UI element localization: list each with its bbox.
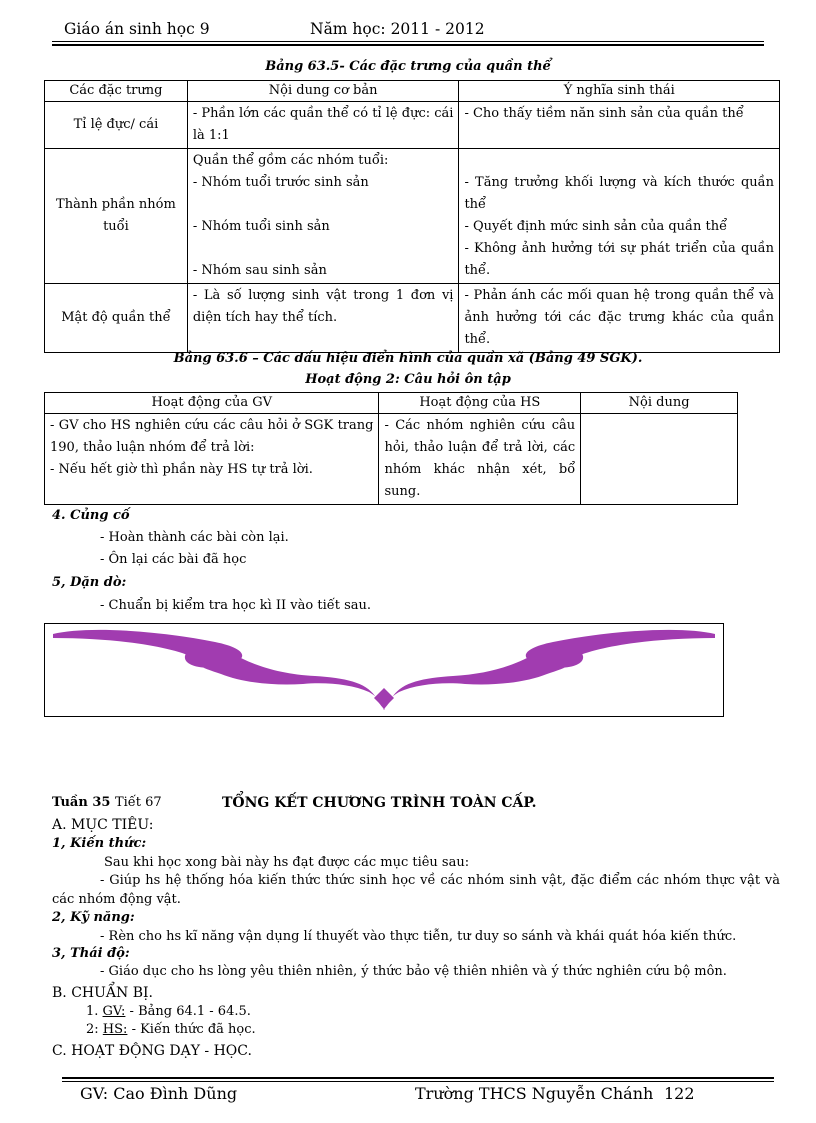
table-row [45,284,780,353]
consolidate-item: - Ôn lại các bài đã học [100,552,247,567]
prep-gv-label: GV: [102,1004,126,1019]
header-rule-thick [52,44,764,46]
teacher-activity-line: - GV cho HS nghiên cứu các câu hỏi ở SGK trang 190, thảo luận nhóm để trả lời: [50,418,374,455]
table-row [45,102,780,149]
attitude-item: - Giáo dục cho hs lòng yêu thiên nhiên, ý thức bảo vệ thiên nhiên và ý thức nghiên cứu bộ môn. [100,964,727,979]
decorative-swirl-icon [45,624,723,716]
knowledge-intro: Sau khi học xong bài này hs đạt được các mục tiêu sau: [104,855,470,870]
meaning-line: - Tăng trưởng khối lượng và kích thước quần thể [464,175,774,212]
ornament-frame [44,623,724,717]
prep-hs-number: 2: [86,1022,99,1037]
footer-rule-thin [62,1081,774,1082]
prep-gv-number: 1. [86,1004,99,1019]
prep-gv [86,1002,251,1022]
meaning-line: - Quyết định mức sinh sản của quần thể [464,219,728,234]
lesson-week-period [52,793,162,813]
footer-school: Trường THCS Nguyễn Chánh [415,1084,654,1103]
footer-teacher: GV: Cao Đình Dũng [80,1084,238,1103]
column-header: Hoạt động của HS [379,393,581,414]
review-activity-table [44,392,738,505]
lesson-period: Tiết 67 [114,795,162,810]
student-activity-cell: - Các nhóm nghiên cứu câu hỏi, thảo luận để trả lời, các nhóm khác nhận xét, bổ sung. [379,414,581,505]
footer-page-number: 122 [664,1084,695,1103]
content-line: - Nhóm tuổi trước sinh sản [192,175,369,190]
content-line: Quần thể gồm các nhóm tuổi: [192,153,389,168]
table-row [45,149,780,284]
table-row [45,414,738,505]
table2-caption: Bảng 63.6 – Các dấu hiệu điển hình của quần xã (Bảng 49 SGK). [173,351,643,366]
trait-cell: Mật độ quần thể [45,284,188,353]
meaning-cell: - Phản ánh các mối quan hệ trong quần thể và ảnh hưởng tới các đặc trưng khác của quần thể. [459,284,780,353]
consolidate-title: 4. Củng cố [52,508,130,523]
prep-gv-text: - Bảng 64.1 - 64.5. [129,1004,251,1019]
objectives-title: A. MỤC TIÊU: [52,817,154,833]
skills-title: 2, Kỹ năng: [52,910,135,925]
homework-title: 5, Dặn dò: [52,575,127,590]
header-left: Giáo án sinh học 9 [64,20,210,38]
lesson-week: Tuần 35 [52,795,111,810]
prep-hs [86,1020,256,1040]
column-header: Các đặc trưng [45,81,188,102]
meaning-cell: - Cho thấy tiềm năn sinh sản của quần thể [459,102,780,149]
header-rule-thin [52,41,764,42]
content-cell [187,149,459,284]
knowledge-item: - Giúp hs hệ thống hóa kiến thức thức sinh học về các nhóm sinh vật, đặc điểm các nhóm thực vật và các nhóm động vật. [52,873,780,907]
table-header-row [45,81,780,102]
trait-cell: Thành phần nhóm tuổi [45,149,188,284]
content-cell [581,414,738,505]
population-traits-table [44,80,780,353]
prep-hs-text: - Kiến thức đã học. [131,1022,256,1037]
content-cell: - Là số lượng sinh vật trong 1 đơn vị diện tích hay thể tích. [187,284,459,353]
column-header: Ý nghĩa sinh thái [459,81,780,102]
footer-rule-thick [62,1077,774,1079]
homework-item: - Chuẩn bị kiểm tra học kì II vào tiết sau. [100,598,372,613]
content-line: - Nhóm sau sinh sản [192,263,327,278]
column-header: Nội dung cơ bản [187,81,459,102]
lesson-title: TỔNG KẾT CHƯƠNG TRÌNH TOÀN CẤP. [222,795,537,811]
prep-title: B. CHUẨN BỊ. [52,985,153,1001]
column-header: Nội dung [581,393,738,414]
knowledge-title: 1, Kiến thức: [52,836,147,851]
content-cell: - Phần lớn các quần thể có tỉ lệ đực: cái là 1:1 [187,102,459,149]
teacher-activity-line: - Nếu hết giờ thì phần này HS tự trả lời. [50,462,313,477]
trait-cell: Tỉ lệ đực/ cái [45,102,188,149]
consolidate-item: - Hoàn thành các bài còn lại. [100,530,289,545]
header-right: Năm học: 2011 - 2012 [310,20,485,38]
activities-title: C. HOẠT ĐỘNG DẠY - HỌC. [52,1043,252,1059]
table-header-row [45,393,738,414]
content-line: - Nhóm tuổi sinh sản [192,219,330,234]
column-header: Hoạt động của GV [45,393,379,414]
prep-hs-label: HS: [102,1022,128,1037]
attitude-title: 3, Thái độ: [52,946,130,961]
activity-title: Hoạt động 2: Câu hỏi ôn tập [305,372,511,387]
table1-caption: Bảng 63.5- Các đặc trưng của quần thể [265,59,551,74]
teacher-activity-cell [45,414,379,505]
meaning-cell [459,149,780,284]
skills-item: - Rèn cho hs kĩ năng vận dụng lí thuyết vào thực tiễn, tư duy so sánh và khái quát hóa kiến thức. [100,929,737,944]
meaning-line: - Không ảnh hưởng tới sự phát triển của quần thể. [464,241,774,278]
